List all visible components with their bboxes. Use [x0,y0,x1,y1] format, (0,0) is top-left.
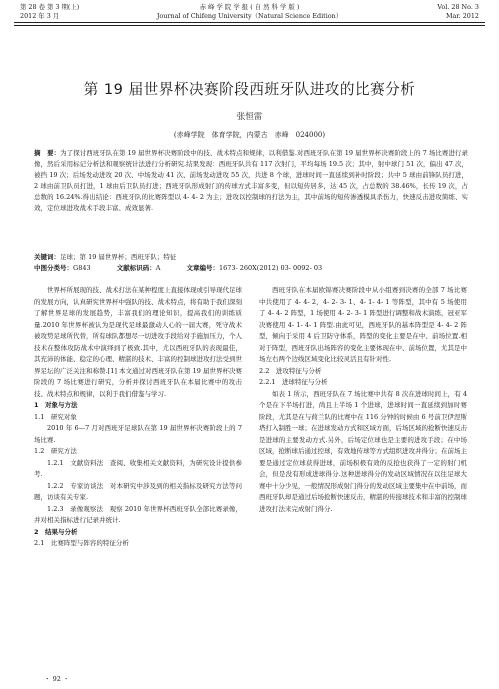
volume-issue-en: Vol. 28 No. 3 [437,3,479,11]
body-right-column [259,285,467,515]
clc-value: G843 [73,264,91,272]
body-paragraph: 1.2.1 文献资料法 查阅、收集相关文献资料，为研究设计提供参考. [34,458,242,478]
subsection-heading: 2.2 进攻特征与分析 [259,366,322,375]
abstract-label: 摘 要： [34,149,61,157]
page-number: ・ 92 ・ [44,675,70,683]
doc-code-value: A [155,264,161,272]
clc-label: 中图分类号： [34,264,73,272]
journal-name-en: Journal of Chifeng University（Natural Science Edition） [156,12,343,20]
section-heading: 2 结果与分析 [34,527,78,536]
volume-issue-cn: 第 28 卷 第 3 期(上) [20,3,80,11]
abstract [34,148,468,214]
journal-header [14,3,485,29]
article-no-value: 1673- 260X(2012) 03- 0092- 03 [218,264,323,272]
doc-code-label: 文献标识码： [116,264,156,272]
subsection-heading: 2.1 比赛阵型与阵容的特征分析 [34,539,129,547]
article-no-label: 文章编号： [186,264,219,272]
date-cn: 2012 年 3 月 [20,12,60,20]
body-paragraph: 西班牙队在本届欧锦赛决赛阶段中从小组赛到决赛的全部 7 场比赛中共使用了 4- 4- 2，4- 2- 3- 1、4- 1- 4- 1 等阵型，其中有 5 场使用了 4- 4- 2 阵型，1 场使用 4- 2- 3- 1 阵型进行调整和战术演练，冠亚军决赛使用 4- 1- 4- 1 阵型.由此可见，西班牙队的基本阵型是 4- 4- 2 阵型，倾向于采用 4 后卫防守体系，阵型的变化主要是在中、前场位置.相对于阵型，西班牙队出场阵容的变化主要体现在中、前场位置，尤其是中场左右两个边线区域变化比较灵活且有针对性. [259,286,467,363]
affiliation: (赤峰学院 体育学院，内蒙古 赤峰 024000) [173,131,326,139]
body-paragraph: 2010 年 6—7 月对西班牙足球队在第 19 届世界杯决赛阶段上的 7 场比赛. [34,424,242,444]
body-paragraph: 1.2.3 录像观察法 观察 2010 年世界杯西班牙队全部比赛录像，并对相关指标进行记录并统计. [34,504,242,524]
keywords [34,252,468,263]
body-paragraph: 如表 1 所示，西班牙队在 7 场比赛中共有 8 次在进球时间上，有 4 个是在下半场打进，尚且上半场 1 个进球，进球时间一直延续到加时赛阶段，尤其是在与荷兰队的比赛中在 116 分钟的时候由 6 号前卫伊涅斯塔打入制胜一球；在进球发动方式和区域方面，后场区域的抢断快速反击是进球的主要发动方式.另外，后场定位球也是主要的进攻手段；在中场区域，抢断球后通过控球，有效地传球等方式组织进攻并得分；在前场主要是通过定位球获得进球，前场积极有效的反抢也获得了一定的射门机会，但是没有形成进球得分.这种进球得分的发动区域情况在以往足球大赛中十分少见，一般情况形成射门得分的发动区域主要集中在中前场，而西班牙队却是通过后场抢断快速反击，精湛的传接球技术和丰富的控制球进攻打法来完成射门得分. [259,389,467,513]
keywords-label: 关键词： [34,253,60,261]
body-paragraph: 1.2.2 专家访谈法 对本研究中涉及到的相关指标及研究方法等问题，访谈有关专家. [34,481,242,501]
journal-name-cn: 赤 峰 学 院 学 报 ( 自 然 科 学 版 ) [199,3,300,11]
subsection-heading: 1.2 研究方法 [34,447,77,455]
section-heading: 1 对象与方法 [34,401,78,409]
paper-title: 第 19 届世界杯决赛阶段西班牙队进攻的比赛分析 [83,81,416,98]
body-paragraph: 世界杯所展现的技、战术打法在某种程度上直接体现或引导现代足球的发展方向，认真研究世界杯中强队的技、战术特点，将有助于我们深刻了解世界足球的发展趋势，丰富我们的理论知识，提高我们的训练质量.2010 年世界杯被认为是现代足球最激动人心的一届大赛，死守战术被攻势足球所代替，所有球队都想尽一切进攻手段给对手施加压力，个人技术在整体攻防战术中演绎到了极致.其中，尤以西班牙队的表现最佳，其充沛的体能、稳定的心理、精湛的技术、丰富的控制球进攻打法受到世界足坛的广泛关注和称赞.[1] 本文通过对西班牙队在第 19 届世界杯决赛阶段的 7 场比赛进行研究，分析并探讨西班牙队在本届比赛中的攻击技、战术特点和规律，以利于我们借鉴与学习. [34,286,242,398]
date-en: Mar. 2012 [445,12,479,20]
subsection-heading: 2.2.1 进球特征与分析 [259,378,328,386]
header-center [14,3,485,21]
keywords-text: 足球；第 19 届世界杯；西班牙队；特征 [60,253,177,261]
subsection-heading: 1.1 研究对象 [34,412,77,421]
header-rule [14,22,485,26]
body-left-column [34,285,242,550]
author-name: 张恒雷 [236,112,263,122]
classification-line [34,263,468,274]
header-right [437,3,479,21]
abstract-text: 为了探讨西班牙队在第 19 届世界杯决赛阶段中的技、战术特点和规律，以利借鉴.对西班牙队在第 19 届世界杯决赛阶段上的 7 场比赛进行录像，然后采用标记分析法和观察统计法进行分析研究.结果发现：西班牙队共有 117 次射门，平均每场 19.5 次；其中，射中球门 51 次，偏出 47 次，被挡 19 次；后场发动进攻 20 次、中场发动 41 次、前场发动进攻 55 次，共进 8 个球，进球时间一直延续到补时阶段；共中 5 球由前锋队员打进，2 球由前卫队员打进，1 球由后卫队员打进；西班牙队形成射门的传球方式丰富多变，但以短传居多，达 45 次，占总数的 38.46%，长传 19 次，占总数的 16.24%.得出结论：西班牙队的比赛阵型以 4- 4- 2 为主；进攻以控制球的打法为主，其中前场的短传渗透模具杀伤力，快速反击进攻简练、实效，定位球进攻战术手段丰富、成效显著. [34,149,469,212]
